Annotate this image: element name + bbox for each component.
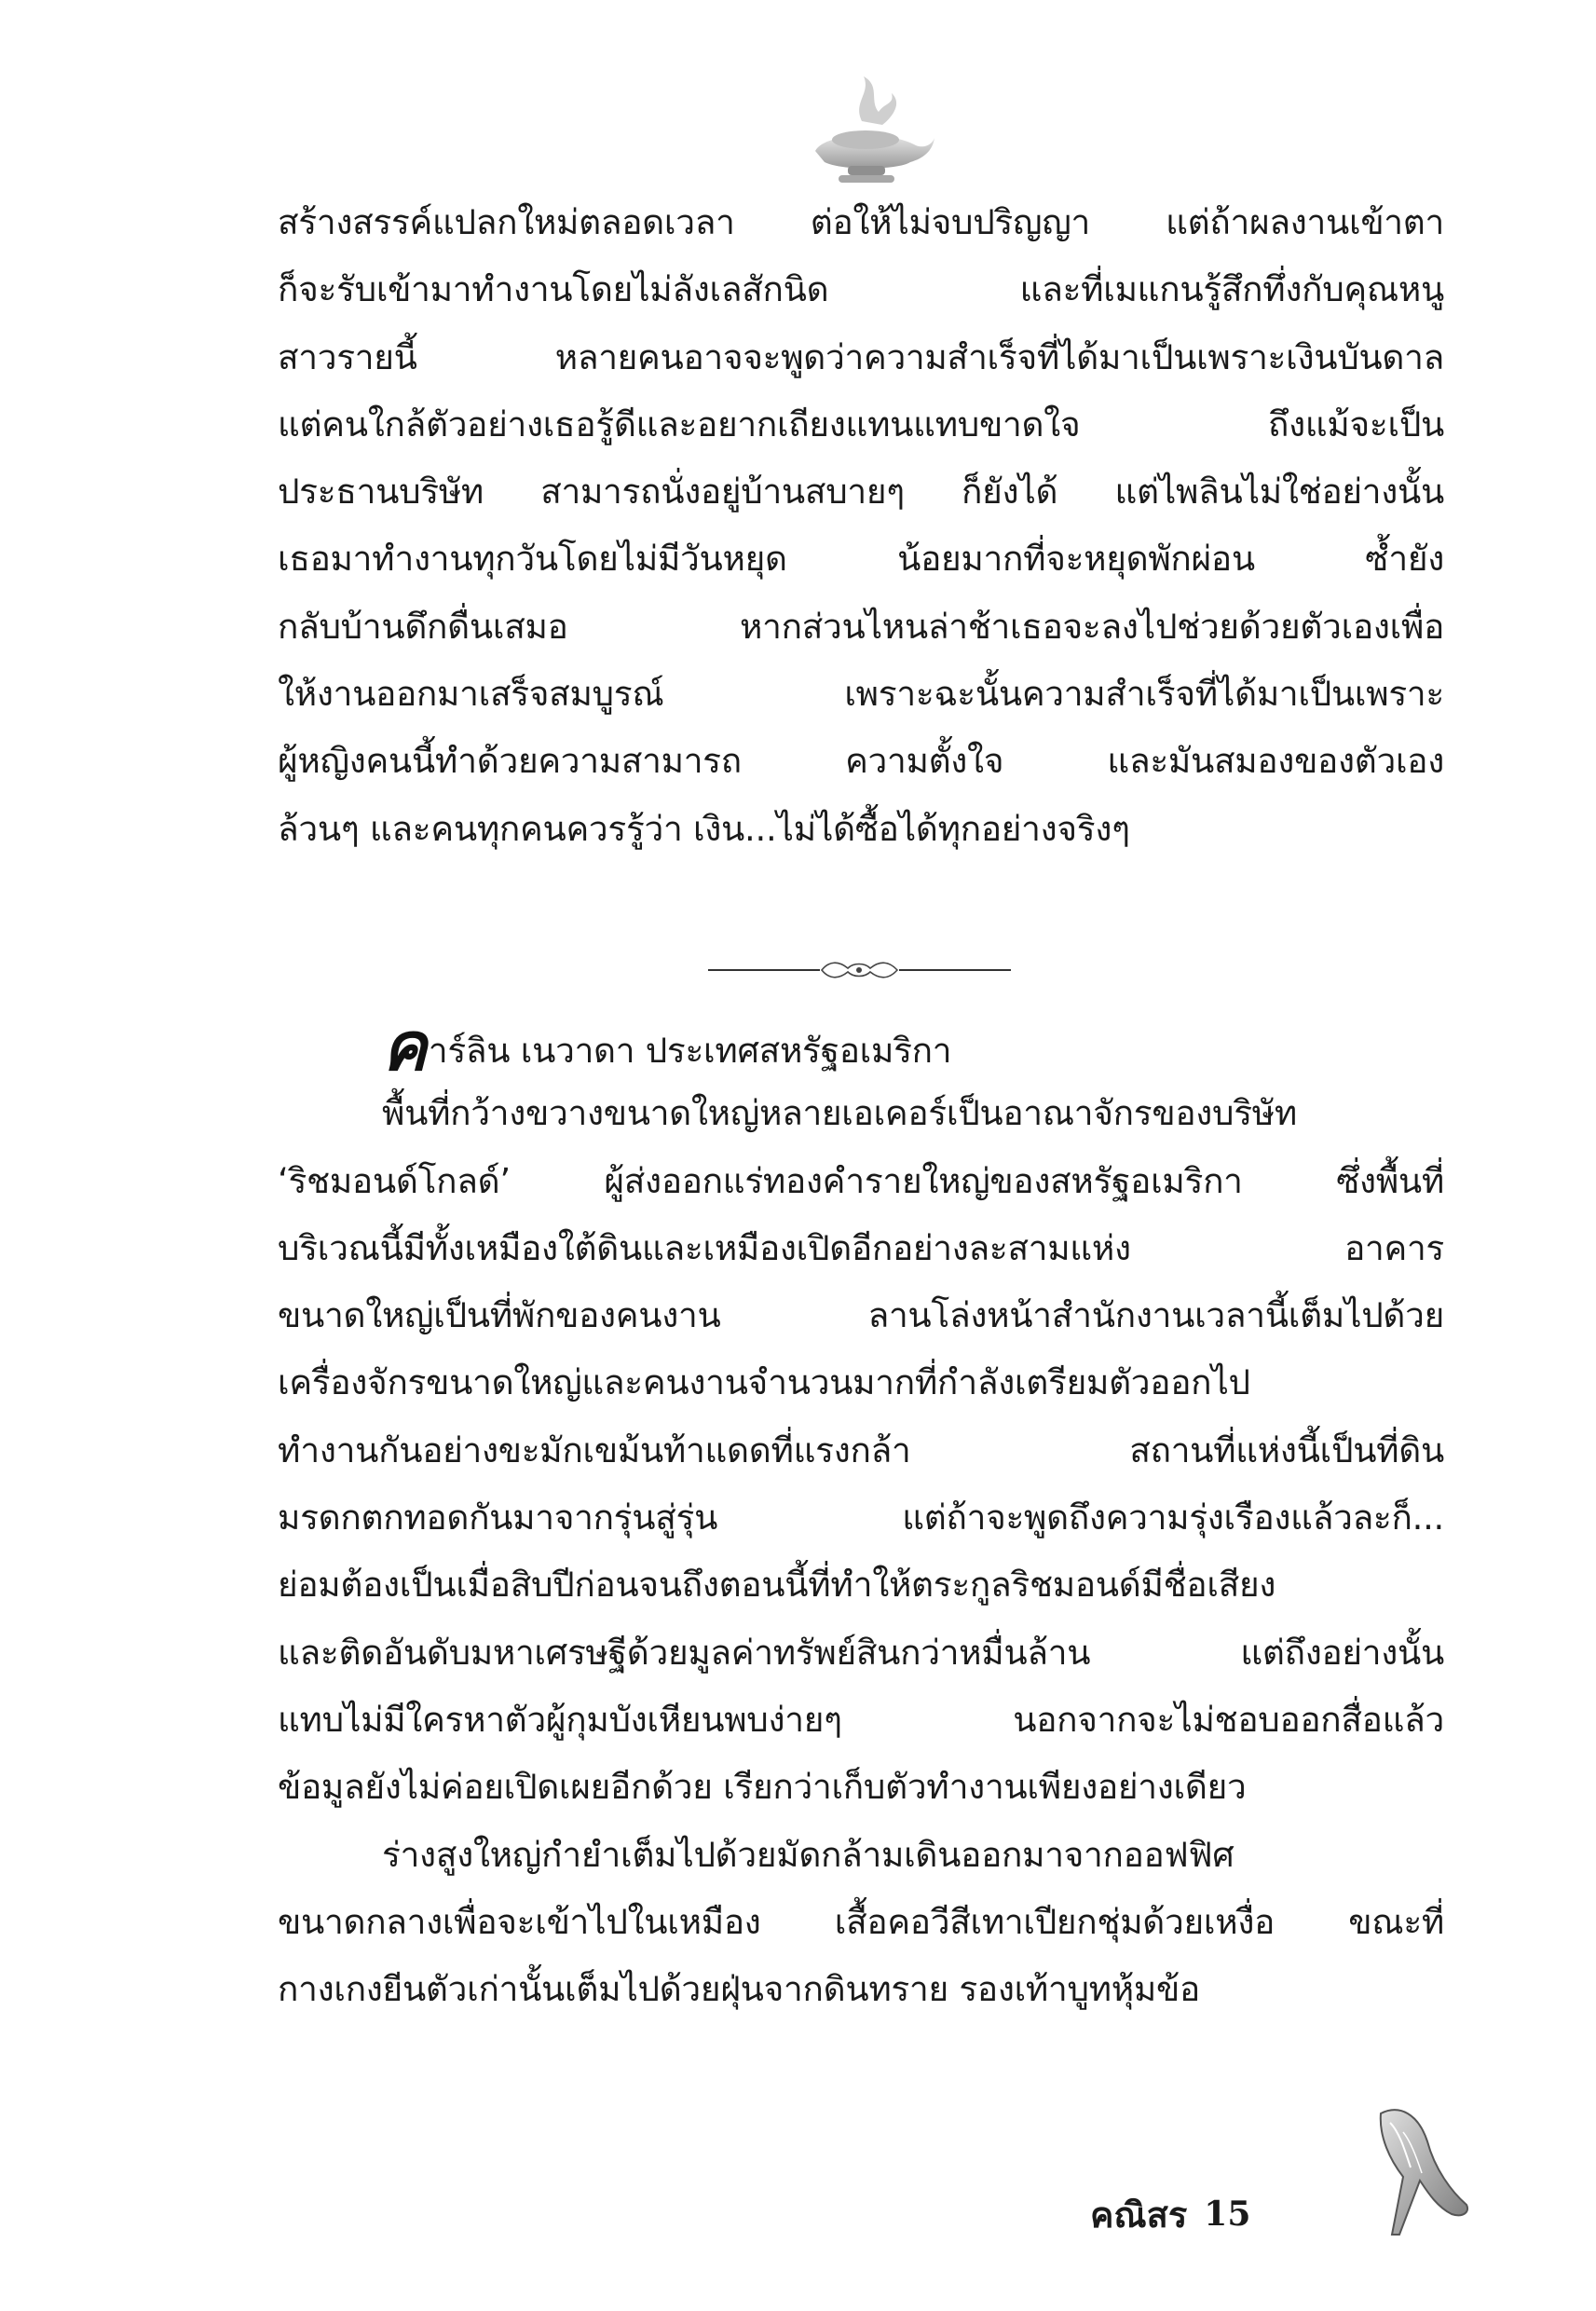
text-line: บริเวณนี้มีทั้งเหมืองใต้ดินและเหมืองเปิดอีกอย่างละสามแห่ง อาคาร xyxy=(278,1227,1444,1268)
page-number: 15 xyxy=(1204,2195,1251,2234)
paragraph-block-1 xyxy=(278,189,1444,863)
text-line: ทำงานกันอย่างขะมักเขม้นท้าแดดที่แรงกล้า สถานที่แห่งนี้เป็นที่ดิน xyxy=(278,1429,1444,1470)
text-line: เครื่องจักรขนาดใหญ่และคนงานจำนวนมากที่กำลังเตรียมตัวออกไป xyxy=(278,1362,1250,1403)
footer-brand: คณิสร xyxy=(1090,2193,1188,2236)
paragraph-block-2 xyxy=(278,1013,1444,2023)
text-line: สร้างสรรค์แปลกใหม่ตลอดเวลา ต่อให้ไม่จบปริญญา แต่ถ้าผลงานเข้าตา xyxy=(278,202,1444,242)
page-footer xyxy=(1090,2186,1250,2242)
text-line: ข้อมูลยังไม่ค่อยเปิดเผยอีกด้วย เรียกว่าเก็บตัวทำงานเพียงอย่างเดียว xyxy=(278,1767,1247,1808)
section-divider xyxy=(708,957,1011,983)
text-line: มรดกตกทอดกันมาจากรุ่นสู่รุ่น แต่ถ้าจะพูดถึงความรุ่งเรืองแล้วละก็... xyxy=(278,1497,1444,1538)
text-line: พื้นที่กว้างขวางขนาดใหญ่หลายเอเคอร์เป็นอาณาจักรของบริษัท xyxy=(382,1093,1297,1134)
text-line: ประธานบริษัท สามารถนั่งอยู่บ้านสบายๆ ก็ยังได้ แต่ไพลินไม่ใช่อย่างนั้น xyxy=(278,472,1444,513)
text-line: ขนาดใหญ่เป็นที่พักของคนงาน ลานโล่งหน้าสำนักงานเวลานี้เต็มไปด้วย xyxy=(278,1295,1444,1336)
text-line: สาวรายนี้ หลายคนอาจจะพูดว่าความสำเร็จที่ได้มาเป็นเพราะเงินบันดาล xyxy=(278,336,1444,377)
drop-cap: ค xyxy=(382,1013,427,1081)
text-line: ก็จะรับเข้ามาทำงานโดยไม่ลังเลสักนิด และที่เมแกนรู้สึกทึ่งกับคุณหนู xyxy=(278,269,1444,310)
text-line: ย่อมต้องเป็นเมื่อสิบปีก่อนจนถึงตอนนี้ที่ทำให้ตระกูลริชมอนด์มีชื่อเสียง xyxy=(278,1565,1276,1606)
text-line: ขนาดกลางเพื่อจะเข้าไปในเหมือง เสื้อคอวีสีเทาเปียกชุ่มด้วยเหงื่อ ขณะที่ xyxy=(278,1901,1444,1942)
text-line: ล้วนๆ และคนทุกคนควรรู้ว่า เงิน...ไม่ได้ซื้อได้ทุกอย่างจริงๆ xyxy=(278,808,1130,849)
text-line: เธอมาทำงานทุกวันโดยไม่มีวันหยุด น้อยมากที่จะหยุดพักผ่อน ซ้ำยัง xyxy=(278,539,1444,580)
section-heading xyxy=(278,1013,1444,1080)
high-heel-shoe-icon xyxy=(1362,2095,1474,2244)
text-line: แทบไม่มีใครหาตัวผู้กุมบังเหียนพบง่ายๆ นอกจากจะไม่ชอบออกสื่อแล้ว xyxy=(278,1699,1444,1740)
text-line: และติดอันดับมหาเศรษฐีด้วยมูลค่าทรัพย์สินกว่าหมื่นล้าน แต่ถึงอย่างนั้น xyxy=(278,1632,1444,1673)
lamp-icon xyxy=(797,65,936,191)
heading-text: าร์ลิน เนวาดา ประเทศสหรัฐอเมริกา xyxy=(428,1031,952,1071)
text-line: ผู้หญิงคนนี้ทำด้วยความสามารถ ความตั้งใจ และมันสมองของตัวเอง xyxy=(278,741,1444,782)
text-line: ‘ริชมอนด์โกลด์’ ผู้ส่งออกแร่ทองคำรายใหญ่ของสหรัฐอเมริกา ซึ่งพื้นที่ xyxy=(278,1160,1444,1201)
text-line: กางเกงยีนตัวเก่านั้นเต็มไปด้วยฝุ่นจากดินทราย รองเท้าบูทหุ้มข้อ xyxy=(278,1969,1200,2010)
text-line: ร่างสูงใหญ่กำยำเต็มไปด้วยมัดกล้ามเดินออกมาจากออฟฟิศ xyxy=(382,1834,1235,1875)
text-line: กลับบ้านดึกดื่นเสมอ หากส่วนไหนล่าช้าเธอจะลงไปช่วยด้วยตัวเองเพื่อ xyxy=(278,606,1444,647)
text-line: แต่คนใกล้ตัวอย่างเธอรู้ดีและอยากเถียงแทนแทบขาดใจ ถึงแม้จะเป็น xyxy=(278,403,1444,444)
text-line: ให้งานออกมาเสร็จสมบูรณ์ เพราะฉะนั้นความสำเร็จที่ได้มาเป็นเพราะ xyxy=(278,674,1444,715)
